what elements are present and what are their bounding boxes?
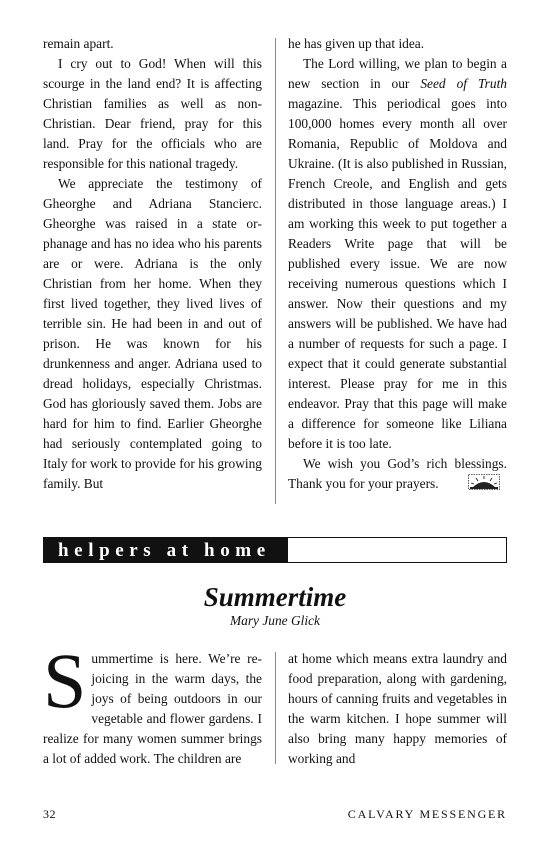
article-left-column <box>43 637 262 769</box>
top-right-column <box>288 34 507 496</box>
paragraph: he has given up that idea. <box>288 36 425 51</box>
paragraph-text: The Lord willing, we plan to begin a new section in our <box>288 56 507 91</box>
column-divider <box>275 38 276 504</box>
paragraph: remain apart. <box>43 36 114 51</box>
article-right-column <box>288 649 507 769</box>
article-title: Summertime <box>203 582 347 612</box>
paragraph <box>43 637 262 769</box>
paragraph: at home which means extra laundry and food preparation, along with gardening, hours of canning fruits and vegetables in the warm kitchen. I hope summer will also bring many happy memories of working and <box>288 651 507 766</box>
magazine-name: CALVARY MESSENGER <box>347 807 507 821</box>
paragraph: I cry out to God! When will this scourge in the land end? It is affecting Christian families as well as non-Christian. Dear friend, pray for this land. Pray for the officials who are responsible for this national tragedy. <box>43 56 262 171</box>
section-banner-label: helpers at home <box>44 538 288 562</box>
page-number: 32 <box>43 807 56 821</box>
top-left-column <box>43 34 262 494</box>
column-divider <box>275 652 276 764</box>
magazine-title: Seed of Truth <box>420 76 507 91</box>
drop-cap: S <box>43 637 87 724</box>
section-banner <box>43 537 507 563</box>
sunrise-ornament-icon <box>453 474 500 496</box>
paragraph-text: magazine. This periodical goes into 100,000 homes every month all over Romania, Republic of Moldova and Ukraine. (It is also published in Russian, French Creole, and English and gets distributed in those language areas.) I am working this week to put together a Readers Write page that will be published every issue. We are now receiving numerous questions which I answer. Now their questions and my answers will be published. We have had a number of requests for such a page. I expect that it could generate substantial interest. Please pray for me in this endeavor. Pray that this page will make a difference for someone like Liliana before it is too late. <box>288 96 507 451</box>
paragraph <box>288 454 507 496</box>
article-author: Mary June Glick <box>230 613 320 628</box>
paragraph-text: ummertime is here. We’re rejoicing in the warm days, the joys of being outdoors in our vegetable and flower gardens. I realize for many women summer brings a lot of added work. The children are <box>43 651 262 766</box>
paragraph-text: We wish you God’s rich blessings. Thank you for your prayers. <box>288 456 507 492</box>
paragraph: We appreciate the testimony of Gheorghe and Adriana Stancierc. Gheorghe was raised in a state orphanage and has no idea who his parents are or were. Adriana is the only Christian from her home. When they first lived together, they lived lives of terrible sin. He had been in and out of prison. He was known for his drunkenness and anger. Adriana used to dread holidays, especially Christmas. God has gloriously saved them. Jobs are hard for him to find. Earlier Gheorghe had seriously contemplated going to Italy for work to provide for his growing family. But <box>43 176 262 491</box>
paragraph <box>288 54 507 454</box>
